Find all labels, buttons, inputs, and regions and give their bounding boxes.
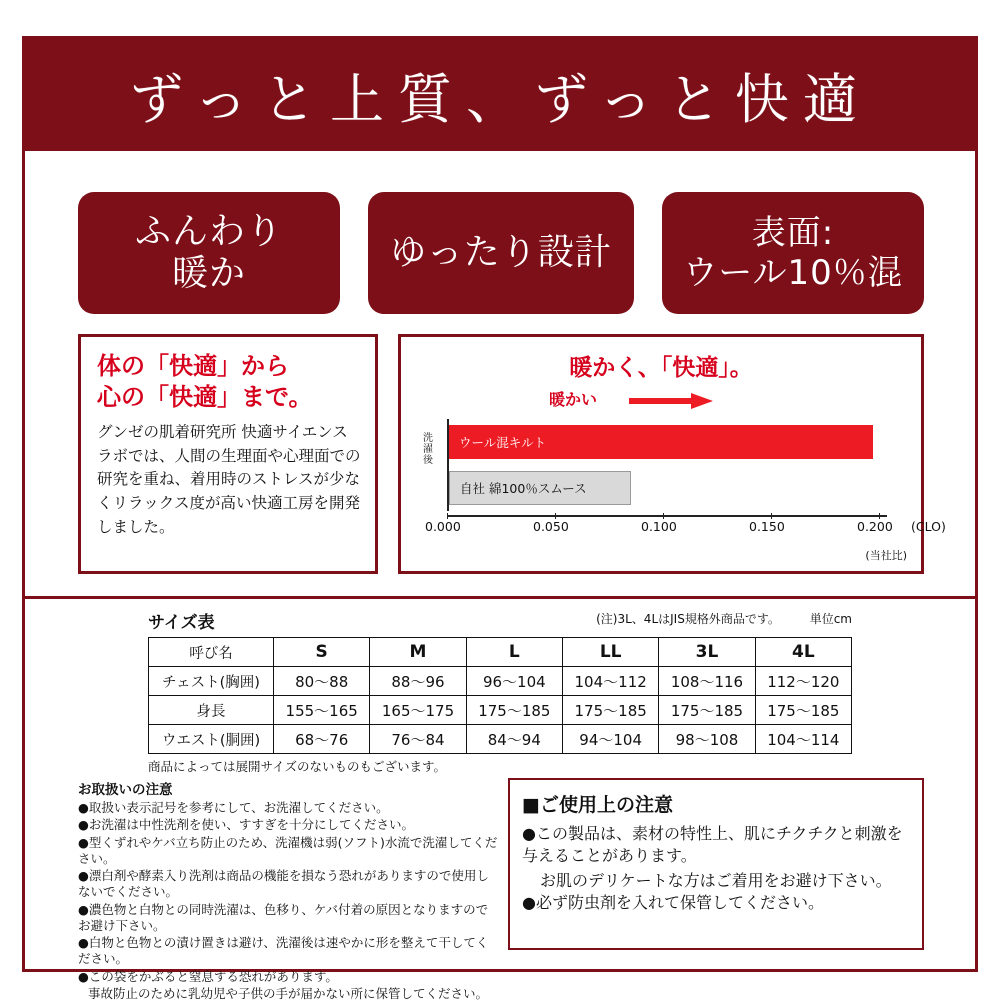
feature-pill-soft-warm-line1: ふんわり	[134, 210, 283, 252]
chart-source-note: (当社比)	[865, 549, 907, 562]
care-instructions-list	[78, 800, 498, 1002]
size-row-waist-3l: 98〜108	[659, 725, 755, 754]
size-row-chest-l: 96〜104	[466, 667, 562, 696]
chart-tick-1: 0.050	[533, 519, 569, 534]
size-table-col-m: M	[370, 638, 466, 667]
arrow-right-icon	[629, 393, 713, 409]
size-row-waist-l: 84〜94	[466, 725, 562, 754]
chart-bar-cotton-smooth	[449, 471, 631, 505]
size-row-height-m: 165〜175	[370, 696, 466, 725]
usage-warning-title: ■ご使用上の注意	[522, 794, 673, 816]
section-divider	[25, 596, 975, 599]
comfort-copy-heading-line2: 心の「快適」まで。	[97, 383, 313, 412]
chart-tick-2: 0.100	[641, 519, 677, 534]
comfort-copy-box	[78, 334, 378, 574]
chart-x-ticks	[425, 519, 946, 537]
comfort-copy-body: グンゼの肌着研究所 快適サイエンスラボでは、人間の生理面や心理面での研究を重ね、着用時のストレスが少なくリラックス度が高い快適工房を開発しました。	[97, 423, 361, 536]
size-table-col-s: S	[274, 638, 370, 667]
chart-bar-cotton-smooth-label: 自社 綿100％スムース	[460, 481, 587, 496]
care-instructions-title: お取扱いの注意	[78, 782, 173, 798]
chart-tick-0: 0.000	[425, 519, 461, 534]
usage-warning-item-1-sub: お肌のデリケートな方はご着用をお避け下さい。	[540, 871, 892, 891]
banner-headline: ずっと上質、ずっと快適	[129, 67, 871, 131]
table-row	[149, 667, 852, 696]
size-table-col-ll: LL	[562, 638, 658, 667]
size-row-waist-4l: 104〜114	[755, 725, 851, 754]
size-row-chest-4l: 112〜120	[755, 667, 851, 696]
feature-pill-wool-blend-line2: ウール10％混	[683, 253, 903, 293]
list-item: ●型くずれやケバ立ち防止のため、洗濯機は弱(ソフト)水流で洗濯してください。	[78, 834, 498, 866]
size-row-chest-ll: 104〜112	[562, 667, 658, 696]
chart-title: 暖かく、「快適」。	[569, 355, 753, 381]
size-table-col-3l: 3L	[659, 638, 755, 667]
size-table-col-name: 呼び名	[149, 638, 274, 667]
size-table-title: サイズ表	[148, 613, 215, 633]
table-row	[149, 725, 852, 754]
size-table-unit: 単位cm	[809, 612, 852, 626]
size-table	[148, 637, 852, 754]
feature-pill-soft-warm	[78, 192, 340, 314]
size-row-height-label: 身長	[149, 696, 274, 725]
feature-pill-soft-warm-line2: 暖か	[171, 253, 246, 294]
chart-tick-4: 0.200	[857, 519, 893, 534]
size-row-waist-ll: 94〜104	[562, 725, 658, 754]
chart-unit-label: (CLO)	[911, 519, 946, 534]
list-item: ●漂白剤や酵素入り洗剤は商品の機能を損なう恐れがありますので使用しないでください。	[78, 868, 489, 900]
chart-y-axis-label: 洗濯後	[423, 433, 433, 466]
feature-pill-group	[78, 192, 924, 314]
size-row-waist-m: 76〜84	[370, 725, 466, 754]
size-row-height-s: 155〜165	[274, 696, 370, 725]
top-banner	[25, 39, 975, 151]
size-table-col-4l: 4L	[755, 638, 851, 667]
size-row-chest-s: 80〜88	[274, 667, 370, 696]
size-row-height-3l: 175〜185	[659, 696, 755, 725]
chart-bar-wool-quilt	[449, 425, 873, 459]
comfort-copy-heading	[97, 351, 361, 413]
feature-pill-relaxed-design	[368, 192, 634, 314]
size-table-section	[148, 608, 852, 775]
list-item: ●濃色物と白物との同時洗濯は、色移り、ケバ付着の原因となりますのでお避け下さい。	[78, 901, 489, 933]
list-item: ●この袋をかぶると窒息する恐れがあります。	[78, 968, 338, 984]
comfort-copy-heading-line1: 体の「快適」から	[97, 352, 289, 380]
list-item: ●お洗濯は中性洗剤を使い、すすぎを十分にしてください。	[78, 817, 415, 833]
usage-warning-item-1: ●この製品は、素材の特性上、肌にチクチクと刺激を与えることがあります。	[522, 824, 903, 865]
usage-warning-item-2: ●必ず防虫剤を入れて保管してください。	[522, 892, 824, 912]
size-table-note-row	[596, 610, 852, 627]
list-item: ●取扱い表示記号を参考にして、お洗濯してください。	[78, 800, 389, 815]
size-table-col-l: L	[466, 638, 562, 667]
care-instructions	[78, 778, 498, 1003]
warmth-chart-box	[398, 334, 946, 574]
size-row-waist-label: ウエスト(胴囲)	[149, 725, 274, 754]
size-row-waist-s: 68〜76	[274, 725, 370, 754]
size-table-footnote: 商品によっては展開サイズのないものもございます。	[148, 759, 447, 774]
feature-pill-wool-blend-line1: 表面:	[751, 212, 835, 253]
size-row-chest-3l: 108〜116	[659, 667, 755, 696]
chart-annotation-warm: 暖かい	[549, 390, 598, 409]
chart-bar-wool-quilt-label: ウール混キルト	[459, 435, 547, 450]
size-row-height-ll: 175〜185	[562, 696, 658, 725]
size-table-note: (注)3L、4LはJIS規格外商品です。	[596, 612, 780, 626]
usage-warning-box	[508, 778, 924, 950]
size-row-chest-label: チェスト(胸囲)	[149, 667, 274, 696]
care-instructions-final: 事故防止のために乳幼児や子供の手が届かない所に保管してください。	[88, 985, 489, 1001]
size-row-height-l: 175〜185	[466, 696, 562, 725]
list-item: ●白物と色物との漬け置きは避け、洗濯後は速やかに形を整えて干してください。	[78, 935, 489, 967]
chart-x-axis-line	[447, 515, 887, 517]
feature-pill-wool-blend	[662, 192, 924, 314]
chart-tick-3: 0.150	[749, 519, 785, 534]
feature-pill-relaxed-design-line1: ゆったり設計	[390, 231, 612, 273]
size-row-chest-m: 88〜96	[370, 667, 466, 696]
size-table-header-row	[149, 638, 852, 667]
table-row	[149, 696, 852, 725]
size-row-height-4l: 175〜185	[755, 696, 851, 725]
